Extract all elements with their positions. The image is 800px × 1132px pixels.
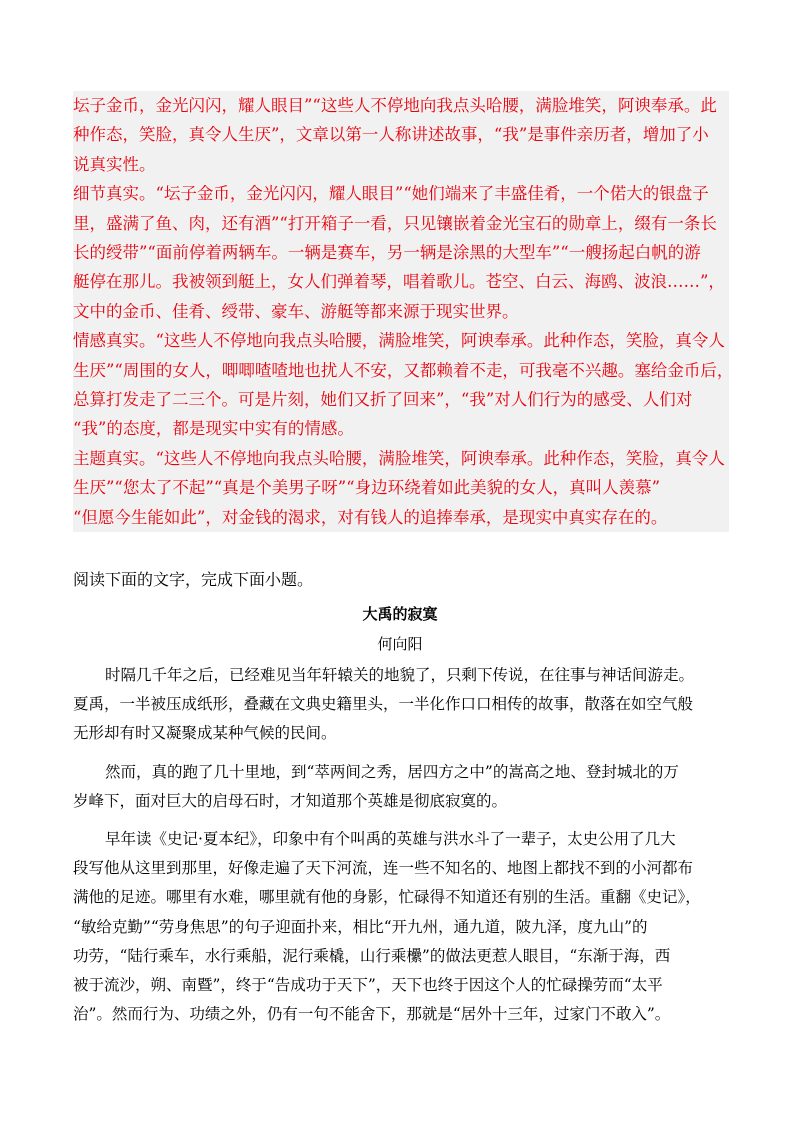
answer-line: 生厌”“您太了不起”“真是个美男子呀”“身边环绕着如此美貌的女人，真叫人羡慕” xyxy=(73,478,661,498)
article-body xyxy=(73,661,733,1029)
article-paragraph xyxy=(73,825,733,1029)
answer-line: 种作态，笑脸，真令人生厌”，文章以第一人称讲述故事，“我”是事件亲历者，增加了小 xyxy=(73,125,709,145)
answer-line: “但愿今生能如此”，对金钱的渴求，对有钱人的追捧奉承，是现实中真实存在的。 xyxy=(73,507,668,527)
answer-line: 主题真实。“这些人不停地向我点头哈腰，满脸堆笑，阿谀奉承。此种作态，笑脸，真令人 xyxy=(73,448,725,468)
answer-line: 生厌”“周围的女人，唧唧喳喳地也扰人不安，又都赖着不走，可我毫不兴趣。塞给金币后， xyxy=(73,360,734,380)
paragraph-line: 无形却有时又凝聚成某种气候的民间。 xyxy=(73,724,337,743)
paragraph-line: 时隔几千年之后，已经难见当年轩辕关的地貌了，只剩下传说，在往事与神话间游走。 xyxy=(105,666,695,684)
answer-line: “我”的态度，都是现实中实有的情感。 xyxy=(73,419,354,439)
answer-line: 长的绶带”“面前停着两辆车。一辆是赛车，另一辆是涂黑的大型车”“一艘扬起白帆的游 xyxy=(73,243,701,263)
answer-line: 细节真实。“坛子金币，金光闪闪，耀人眼目”“她们端来了丰盛佳肴，一个偌大的银盘子 xyxy=(73,184,709,204)
paragraph-line: 治”。然而行为、功绩之外，仍有一句不能舍下，那就是“居外十三年，过家门不敢入”。 xyxy=(73,1005,671,1024)
answer-analysis-block xyxy=(73,91,734,532)
paragraph-line: 被于流沙，朔、南暨”，终于“告成功于天下”，天下也终于因这个人的忙碌操劳而“太平 xyxy=(73,976,663,995)
article-title: 大禹的寂寞 xyxy=(362,605,438,623)
article-paragraph xyxy=(73,758,733,816)
paragraph-line: “敏给克勤”“劳身焦思”的句子迎面扑来，相比“开九州，通九道，陂九泽，度九山”的 xyxy=(73,917,648,936)
question-instruction: 阅读下面的文字，完成下面小题。 xyxy=(73,570,314,589)
answer-line: 说真实性。 xyxy=(73,154,156,174)
paragraph-line: 岁峰下，面对巨大的启母石时，才知道那个英雄是彻底寂寞的。 xyxy=(73,791,508,810)
answer-line: 文中的金币、佳肴、绶带、豪车、游艇等都来源于现实世界。 xyxy=(73,301,519,321)
answer-line: 里，盛满了鱼、肉，还有酒”“打开箱子一看，只见镶嵌着金光宝石的勋章上，缀有一条长 xyxy=(73,213,717,233)
paragraph-line: 然而，真的跑了几十里地，到“萃两间之秀，居四方之中”的嵩高之地、登封城北的万 xyxy=(105,762,679,781)
answer-line: 情感真实。“这些人不停地向我点头哈腰，满脸堆笑，阿谀奉承。此种作态，笑脸，真令人 xyxy=(73,331,725,351)
paragraph-line: 满他的足迹。哪里有水难，哪里就有他的身影，忙碌得不知道还有别的生活。重翻《史记》， xyxy=(73,888,701,907)
paragraph-line: 段写他从这里到那里，好像走遍了天下河流，连一些不知名的、地图上都找不到的小河都布 xyxy=(73,859,694,878)
paragraph-line: 早年读《史记·夏本纪》，印象中有个叫禹的英雄与洪水斗了一辈子，太史公用了几大 xyxy=(105,830,676,849)
article-paragraph xyxy=(73,661,733,749)
paragraph-line: 夏禹，一半被压成纸形，叠藏在文典史籍里头，一半化作口口相传的故事，散落在如空气般 xyxy=(73,695,694,714)
answer-line: 坛子金币，金光闪闪，耀人眼目”“这些人不停地向我点头哈腰，满脸堆笑，阿谀奉承。此 xyxy=(73,96,717,115)
answer-line: 总算打发走了二三个。可是片刻，她们又折了回来”，“我”对人们行为的感受、人们对 xyxy=(73,390,693,410)
answer-line: 艇停在那儿。我被领到艇上，女人们弹着琴，唱着歌儿。苍空、白云、海鸥、波浪……”， xyxy=(73,272,725,292)
article-author: 何向阳 xyxy=(377,635,423,653)
paragraph-line: 功劳，“陆行乘车，水行乘船，泥行乘橇，山行乘欙”的做法更惹人眼目，“东渐于海，西 xyxy=(73,946,671,965)
